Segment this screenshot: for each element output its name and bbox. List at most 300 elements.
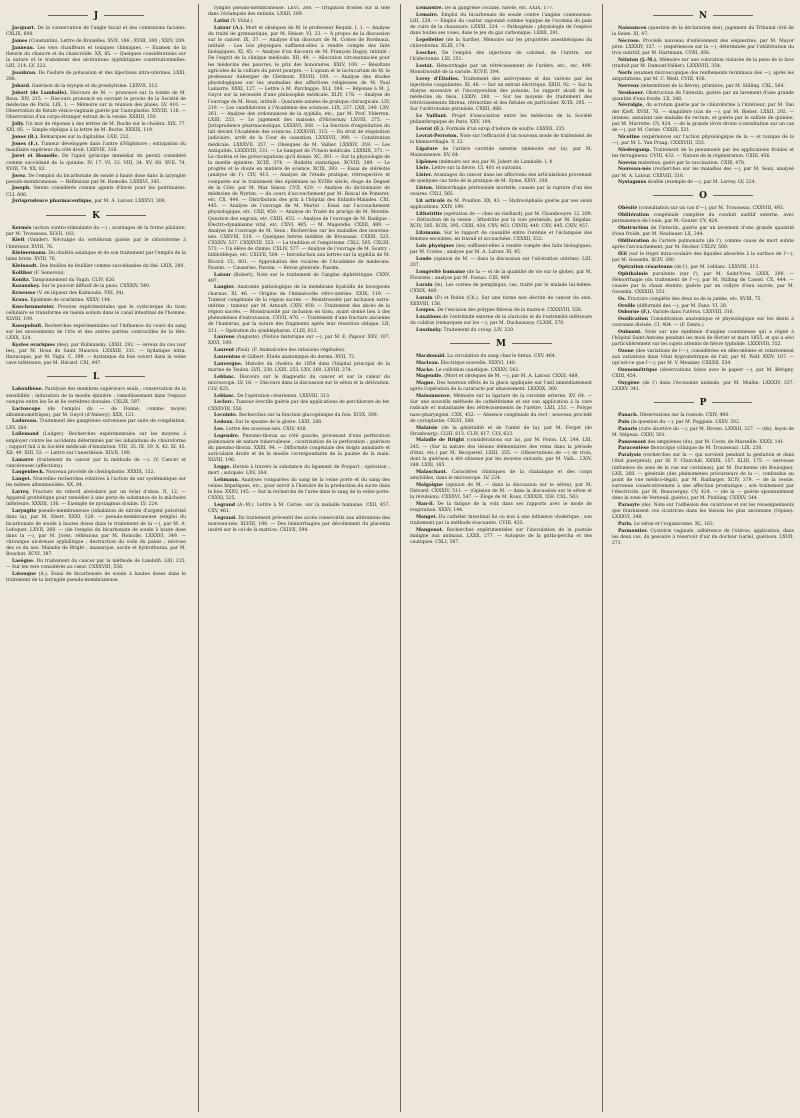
index-entry <box>208 400 390 412</box>
index-entry <box>612 420 794 426</box>
entry-headword: Kraus. <box>12 297 29 303</box>
index-entry <box>6 572 186 584</box>
index-entry <box>612 317 794 329</box>
column-divider <box>602 4 603 1112</box>
entry-headword: Nerfs <box>618 70 632 76</box>
entry-headword: Paracentèse <box>618 446 649 452</box>
index-entry <box>612 297 794 303</box>
entry-text: (observations faites avec le papier —), par M. Bérigny. CXIII, 454. <box>612 368 794 380</box>
entry-headword: Macdonald. <box>416 354 446 360</box>
index-entry <box>410 470 592 482</box>
entry-headword: Ligature <box>416 146 438 152</box>
entry-text: (Constantin). Lettre de Bruxelles. XVII, 186 ; XVIII, 300 ; XXIV, 209. <box>28 38 186 44</box>
entry-headword: Osborne (F.). <box>618 310 652 316</box>
entry-headword: Liste. <box>416 166 431 172</box>
entry-text: Formule d'un sirop d'iodure de soufre. LXXXII, 335. <box>446 127 566 133</box>
index-entry <box>612 206 794 212</box>
entry-headword: Langet. <box>12 477 32 483</box>
index-entry <box>410 528 592 546</box>
entry-text: Traitement des gangrènes survenues par suite de congélation. LXV, 264. <box>6 419 186 431</box>
entry-text: Projet d'association entre les médecins de la Société philanthropique de Paris. XXV, 104. <box>410 114 592 126</box>
index-entry <box>612 213 794 225</box>
entry-headword: Jeanbrau. <box>12 70 37 76</box>
entry-headword: Lemaistre. <box>416 6 444 11</box>
entry-text: maternus, guéri par la vaccination. CXIX, 478. <box>638 160 746 166</box>
column-divider <box>198 4 199 1112</box>
index-entry <box>410 173 592 185</box>
entry-headword: Kolliker <box>12 270 33 276</box>
index-entry <box>6 264 186 270</box>
entry-text: De l'opération césarienne. LXXVIII, 313. <box>237 393 331 399</box>
entry-headword: Kleinermann. <box>12 251 47 257</box>
section-letter-heading: P <box>612 397 794 410</box>
entry-headword: Maisonneuve. <box>416 394 452 400</box>
index-entry <box>410 38 592 50</box>
entry-headword: Latouque <box>12 571 36 577</box>
entry-headword: Lorain <box>416 295 433 301</box>
index-entry <box>6 477 186 489</box>
index-entry <box>6 84 186 90</box>
entry-headword: Oxygène <box>618 380 640 386</box>
entry-headword: Maclean. <box>416 360 440 366</box>
index-entry <box>410 515 592 527</box>
entry-text: Emploi du bicarbonate de soude contre l'angine couenneuse. LIII, 228. — Emploi du coaltar saponiné comme topique de l'eczéma du pain de cuirs de la chaussure. LXXXI, 324. — Pathogénie : physiologie de l'espèce dans toutes ses voies, dans le jeu du gaz carbonique. LXXII, 291. <box>410 12 592 37</box>
entry-text: (A.). Essai de bicarbonate de soude à hautes doses dans le traitement de la laryngite pseudo-membraneuse. <box>6 571 186 584</box>
index-entry <box>410 147 592 159</box>
entry-headword: Man-il. <box>416 501 435 507</box>
entry-text: Du traitement préventif des accès consécutifs aux altérations des nouveau-nés. XLVIII, 196. — Des hémorrhagies par décollement du placenta inséré sur le col de la matrice. CXLVII, 594. <box>208 515 390 534</box>
entry-text: De l'excision des polypes fibreux de la matrice. CXXXVIII, 556. <box>437 308 583 314</box>
index-entry <box>208 427 390 433</box>
entry-headword: Lescher. <box>416 50 438 56</box>
index-entry <box>6 343 186 368</box>
index-entry <box>612 265 794 271</box>
index-entry <box>6 387 186 405</box>
index-entry <box>6 174 186 186</box>
entry-headword: Lamarre <box>12 457 34 463</box>
entry-text: De l'emploi des injections de calomel, de l'urètre, sur l'iridectomie. LXI, 251. <box>410 50 592 63</box>
index-entry <box>208 413 390 419</box>
entry-text: (expériences sur l'action physiologique de la — et toxique de la —), par M. L. Van Praag. CXXXVIII, 553. <box>612 134 794 146</box>
index-entry <box>410 6 592 12</box>
index-entry <box>6 298 186 304</box>
entry-headword: Kozanskey. <box>12 284 41 290</box>
index-entry <box>410 212 592 230</box>
entry-text: Fracture du rebord alvéolaire par un éclat d'obus. II, 12. — Appareil prothétique pour remédier à une perte de substance de la mâchoire inférieure. XXXIII, 136. — Exemple de nystagmus double. LV, 224. <box>6 490 186 508</box>
entry-headword: Niedergamp. <box>618 147 651 153</box>
entry-text: purulente (sur l'), par M. Saint-Yves. LXXX, 290. — Hémorrhagie (du traitement de l'—), par M. Stilling de Cassel. CX, 444. — causée par la chaux éteinte, guérie par un collyre d'eau sucrée, par M. Gosselin. CXXXIII, 551. <box>612 271 794 296</box>
entry-headword: Parmentier. <box>618 528 648 534</box>
entry-text: Discours de M. — prononcé sur la tombe de M. Roux. XIV, 215. — Discours prononcé en ouvrant le procès de la Société de médecine de Paris. LIX, 1. — Mémoire sur la réunion des plaies. LV, 410. — Observation de fistule vésico-vaginale guérie par l'autoplastie. XXVIII, 116. — Observation d'un corps étranger extrait de la vessie. XXXIII, 150. <box>6 90 186 121</box>
index-entry <box>612 148 794 160</box>
index-column-3 <box>410 6 592 1110</box>
index-entry <box>612 161 794 167</box>
entry-headword: Paralysie <box>618 453 642 459</box>
entry-headword: Laurentus <box>214 354 241 360</box>
index-entry <box>410 160 592 166</box>
index-column-2 <box>208 6 390 1110</box>
entry-text: De la gangrène cocaïne, rareté, etc. XXIX, 177. <box>444 6 554 11</box>
entry-headword: Legrand. <box>214 515 237 521</box>
index-entry <box>410 257 592 269</box>
entry-headword: Neubauer. <box>618 90 645 96</box>
entry-headword: Lasègue. <box>12 559 35 565</box>
entry-text: de M. Pouillon. XX, 43. — Hydrocéphalie guérie par ses seuls applications. XXIV, 199. <box>410 199 592 211</box>
index-entry <box>612 522 794 528</box>
index-entry <box>208 394 390 400</box>
entry-headword: Legendre. <box>214 433 240 439</box>
entry-headword: Laurens <box>214 335 235 341</box>
section-letter-heading: J <box>6 10 186 23</box>
index-entry <box>410 426 592 438</box>
index-entry <box>6 490 186 508</box>
entry-text: (P.) et Robin (Ch.). Sur une forme non décrite de cancer du sein. XXXVIII, 156. <box>410 295 592 307</box>
index-entry <box>612 26 794 38</box>
entry-headword: Lestat. <box>416 63 434 69</box>
entry-text: pseudo-membraneuse (inhalation de nitrate d'argent pulvérisé dans la), par M. Ebert. XXXI, 128. — pseudo-membraneuse (emploi du bicarbonate de soude à hautes doses dans le traitement de la —), par M. A. Lefoquet. LXVII, 268. — (de l'emploi du bicarbonate de soude à haute dose dans la —), par M. Jorez, réflexions par M. Homolle. LXXXVI, 349. — chronique ulcéreuse syphilitique ; destruction du voile du palais ; nécrose des os du nez. Maladie de Bright ; anasarque, ascite et hydrothorax, par M. Bouchut. XCVI, 387. <box>6 509 186 558</box>
entry-text: (opération de — chez un vieillard), par M. Chambouyre. LI, 209. — Rétraction de la vessie ; lithotritie par la voie périnéale, par M. Ségalas. XCIV, 385. XCIX, 395. CXIII, 454. CXV, 463. CXVIII, 440. CXV, 445. CXIV, 457. <box>410 211 592 230</box>
index-entry <box>410 13 592 38</box>
entry-text: Sur le rapport de causalité entre l'urémie et l'éclampsie des femmes enceintes, en travail et accouchées. CXXXII, 532. <box>410 230 592 243</box>
entry-text: Hémorrhagie par un rétrécissement de l'urètre, etc., etc. 499. Monstruosité de la variole. XCVII, 394. <box>410 63 592 75</box>
entry-text: Sur le pouvoir diffusif de la peau. CXXXIV, 540. <box>41 284 151 290</box>
index-entry <box>208 348 390 354</box>
entry-text: Recherches sur la fonction glucogénique du foie. XCIX, 399. <box>238 413 379 419</box>
entry-headword: Oreille <box>618 303 636 309</box>
entry-headword: Malaisie <box>416 425 438 431</box>
index-entry <box>612 84 794 90</box>
entry-headword: Macke. <box>416 367 435 373</box>
column-divider <box>400 4 401 1112</box>
entry-headword: Legrand <box>214 503 236 509</box>
entry-text: Traitement de la pneumonie par les applications froides et les ferrugineux. CVIII, 432. — Nature de la régénération. CXIII, 456. <box>612 147 794 159</box>
entry-text: et Gilbert. Étude anatomique du derme. XVII, 72. <box>241 354 356 360</box>
entry-headword: Le Vaillant. <box>416 114 448 120</box>
entry-headword: Lipômes <box>416 159 438 165</box>
entry-text: du scrotum guérie par le chloroforme à l'intérieur, par M. Van der Kieft. XVIII, 76. — singulière (cas de —), par M. Bieber. LXXII, 292. — intense, annulant une maladie du rectum, et guérie par le sulfate de quinine, par M. Marrotte. CV, 424. — de la grande lèvre droite (consultation sur un cas de —), par M. Cerise. CXXIX, 521. <box>612 103 794 134</box>
entry-headword: Konitz. <box>12 277 31 283</box>
entry-text: Mémoire sur la ligature de la carotide externe. XV, 64. — Sur une nouvelle méthode de cathétérisme et sur son application à la cure radicale et instantanée des rétrécissements de l'urètre. LXII, 251. — Polype naso-pharyngien. CXII, 452. — Absence congéniale du rect ; nouveau procédé de cystoplastie. CXLVI, 588. <box>410 394 592 424</box>
entry-headword: Lallemand <box>12 432 39 438</box>
entry-text: de l'artère carotide externe (mémoire sur la), par M. Maisonneuve. XV, 64. <box>410 146 592 158</box>
entry-headword: Obstruction <box>618 226 649 232</box>
entry-text: Des feuilles de feuillier comme succédanées du thé. LXIX, 280. <box>39 264 185 270</box>
index-entry <box>6 135 186 141</box>
entry-text: (mémoire sur les) par M. Jobert de Lamballe. I, 4. <box>438 159 554 165</box>
entry-text: double (exemple de —), par M. Larrey. LV, 224. <box>647 180 756 186</box>
entry-text: De l'iodure de potassium et des injections intra-utérines. LXXI, 288. <box>6 70 186 83</box>
entry-headword: Kuespohult. <box>12 323 43 329</box>
index-entry <box>6 46 186 71</box>
index-entry <box>6 407 186 419</box>
index-entry <box>208 362 390 374</box>
entry-text: Remarques sur la digitaline. LXII, 232. <box>40 134 130 140</box>
entry-headword: Liston. <box>416 186 434 192</box>
entry-text: Analyses comparées du sang de la veine porte et du sang des veines hépatiques, etc., pour servir à l'histoire de la production du sucre dans le foie. XXXV, 145. — Sur la recherche de l'urée dans le sang de la veine porte. CXXXI, 525. <box>208 477 390 502</box>
entry-text: Traitement des anévrysmes et des varices par les injections coagulantes. XI, 48. — Sur un extrait électrique. XXIII, 92. — Sur la dialyse excessive et l'incorporation des poisons. Le rapport alcali de la médecine du tissu. LXXIV, 280. — Sur les moyens de traitement des rétrécissements fibreux, rétractiles et des fistules en particulier. XCIX, 395. — Sur l'urétrotomie périnéale. CXXII, 488. <box>410 76 592 113</box>
entry-headword: Ossification <box>618 317 648 323</box>
entry-text: La circulation du sang chez le fœtus. CXV, 464. <box>447 354 557 360</box>
index-entry <box>612 239 794 251</box>
entry-headword: Laboulbène. <box>12 387 44 393</box>
index-entry <box>208 6 390 18</box>
entry-headword: Jorez. <box>12 173 27 179</box>
entry-text: Hémorrhagie péritonéale mortelle, causée par la rupture d'un des ovaires. CXLI, 565. <box>410 186 592 198</box>
index-entry <box>612 135 794 147</box>
index-entry <box>410 127 592 133</box>
entry-text: De la fatigue de la voix dans ses rapports avec le mode de respiration. XXXV, 144. <box>410 501 592 513</box>
entry-text: (V. Vidal.) <box>230 18 253 24</box>
entry-headword: Manget. <box>416 514 438 520</box>
entry-text: (de la Sarthe). Mémoire sur les propriétés anesthésiques du chloroforme. XLIII, 174. <box>410 37 592 50</box>
entry-headword: Jones (E.). <box>12 141 40 147</box>
index-entry <box>612 381 794 393</box>
index-entry <box>410 244 592 256</box>
entry-headword: Legge. <box>214 464 231 470</box>
entry-headword: Jacquart. <box>12 26 36 31</box>
index-entry <box>612 272 794 297</box>
index-entry <box>612 427 794 439</box>
entry-headword: Mangenot. <box>416 527 444 533</box>
index-entry <box>612 103 794 134</box>
entry-headword: Langenbeck. <box>12 470 45 476</box>
entry-text: (Paul). (F. Animalcules des infusions végétales). <box>235 348 346 354</box>
index-entry <box>6 251 186 263</box>
entry-text: (de la généralité et de l'unité de la), par M. Forget (de Strasbourg). CLIII, 613. CLIV, 617. CLV, 623. <box>410 425 592 437</box>
entry-headword: Malgaigne <box>416 482 443 488</box>
entry-headword: Jobard. <box>12 83 31 89</box>
entry-text: Recherches expérimentales sur l'inoculation de la pustule maligne aux animaux. LXXX, 277. — Autopsie de la gutta-percha et des cautiques. CXLI, 567. <box>410 527 592 545</box>
entry-headword: Oblitération <box>618 213 650 219</box>
entry-headword: Noevus <box>618 160 637 166</box>
entry-text: (de la — et de la quantité de vie sur le globe), par M. Flourens ; analyse par M. Fossac. CIII, 409. <box>410 269 592 281</box>
index-entry <box>6 305 186 323</box>
entry-headword: Jolly. <box>12 121 25 127</box>
entry-text: Du choléra asiatique et de son traitement par l'emploi de la laine brute. XVIII, 76. <box>6 251 186 263</box>
index-entry <box>6 324 186 342</box>
index-entry <box>410 315 592 327</box>
entry-headword: James <box>12 38 28 44</box>
entry-text: Recherches expérimentales sur l'influence du cours du sang sur les mouvements de l'iris et des autres parties contractiles de la tête. LXXX, 324. <box>6 323 186 342</box>
index-entry <box>612 330 794 348</box>
entry-headword: Kuechenmeister. <box>12 304 55 310</box>
entry-headword: Londe <box>416 256 432 262</box>
entry-text: De l'emploi du bicarbonate de soude à haute dose dans la laryngite pseudo-membraneuse. — Réflexions par M. Homolle. LXXXVI, 345. <box>6 173 186 185</box>
entry-headword: Kleinsadt. <box>12 264 38 270</box>
entry-headword: Nystagmus <box>618 180 647 186</box>
entry-text: Lettre des nouveau-nés. CXIV, 458. <box>226 426 307 432</box>
index-entry <box>612 453 794 502</box>
entry-headword: Panach. <box>618 413 639 419</box>
entry-headword: Opération césarienne <box>618 264 673 270</box>
entry-text: (intermittent de la fièvre), primitive, par M. Stilling. CXL, 564. <box>640 83 785 89</box>
index-entry <box>612 226 794 238</box>
entry-headword: Luxations <box>416 315 441 321</box>
entry-text: (A.-M.). Lettre à M. Cerise, sur la maladie humaine. CXII, 457. CXV, 461. <box>208 503 390 515</box>
entry-headword: Nélaton (J.-M.). <box>618 57 658 63</box>
entry-text: Les vers chauffeurs et toxiques chimiques. — Examen de la théorie du chancre et du chancroïde. XX, 85. — Quelques considérations sur la nature et le traitement des ulcérations syphilitiques constitutionnelles. LIII, 214. LV, 223. <box>6 45 186 70</box>
entry-text: Du traitement du cancer par la méthode de Landolfi. LIII, 215. — Sur les vers considérés au cœur. CXXXVIII, 556. <box>6 559 186 571</box>
entry-text: (des variations de l'—), considérées en elles-mêmes et relativement aux variations dans l'état hygrométrique de l'air, par M. Wolf. XXIV, 107. — (qu'est-ce que l'—), par M. V. Meunier. CXXXII, 534. <box>612 349 794 367</box>
entry-headword: Ladureau. <box>12 419 38 425</box>
index-entry <box>6 199 186 205</box>
entry-text: (examen microscopique des renflements terminaux des —), après les amputations, par M. C. Wedl. CVIII, 436. <box>612 70 794 83</box>
index-entry <box>208 503 390 515</box>
entry-text: par M. A. Latour. LXXXVI, 308. <box>94 199 167 205</box>
entry-text: Traitement du croup. LIV, 220. <box>443 328 515 334</box>
index-entry <box>208 19 390 25</box>
entry-text: Tumeur développée dans l'antre d'Highmore ; extirpation du maxillaire supérieur du côté droit. LXXVIII, 316. <box>6 141 186 153</box>
index-entry <box>208 285 390 334</box>
index-entry <box>410 51 592 63</box>
entry-headword: Ophthalmie <box>618 271 648 277</box>
index-entry <box>612 91 794 103</box>
index-entry <box>6 186 186 198</box>
entry-text: Nouvelles recherches relatives à l'action de sur systématique sur les mêmes albumenoïdes. XX, 84. <box>6 477 186 489</box>
entry-text: (le). Les cornes de pemphigus, cas, traité par le malade lui-même. CXXIX, 480. <box>410 282 592 294</box>
entry-text: Nouveau procédé de cheiloplastie. XXXIX, 152. <box>45 470 155 476</box>
entry-headword: Magne. <box>416 381 435 387</box>
entry-headword: Obésité <box>618 206 638 212</box>
index-entry <box>410 394 592 425</box>
index-entry <box>6 291 186 297</box>
entry-headword: Laugier. <box>214 285 235 291</box>
index-entry <box>612 503 794 521</box>
index-entry <box>612 58 794 70</box>
index-entry <box>410 64 592 76</box>
entry-text: (Robert). Note sur le traitement de l'angine diphtéritique. CXXV, 497. <box>208 272 390 284</box>
index-entry <box>612 252 794 264</box>
index-entry <box>208 465 390 477</box>
index-entry <box>612 304 794 310</box>
index-entry <box>6 432 186 457</box>
entry-headword: Latour (A.). <box>214 25 244 31</box>
entry-headword: Leroy d'Étiolles. <box>416 76 460 82</box>
entry-headword: Nouveau-nés <box>618 167 651 173</box>
entry-headword: Lemaire. <box>416 12 439 18</box>
entry-text: Cystotrie vaginale, adhérence de l'utérus, application, dans les deux cas, du pessaire à réservoir d'air du docteur Gariel, guérison. LXVII, 271. <box>612 528 794 547</box>
entry-text: Du cathéter intestinal lui ou non à une influence cholérique ; son traitement par la méthode évacuante. CVIII, 433. <box>410 514 592 526</box>
entry-text: Tumeur érectile guérie par des applications de perchlorure de fer. CXXXVIII, 556. <box>208 400 390 412</box>
index-entry <box>410 166 592 172</box>
entry-text: (opinion de M. — dans la discussion sur le séton), par M. Dièvard. CXXXIV, 511. — (Opinion de M. — dans la discussion sur le séton et la révulsion). CXXXVI, 547. — Éloge de M. Roux. CXXXIX, 559. CXL, 563. <box>410 482 592 500</box>
entry-text: Mort et obsèques de M. le professeur Requin. I, 1. — Analyse du traité de gymnastique, par M. Heiser. VI, 23. — À propos de la discussion sur le cancer. IX, 37. — Analyse d'un discours de M. Costes de Bordeaux, intitulé : Les lois physiques suffisent-elles à rendre compte des faits biologiques. XI, 45. — Analyse d'un discours de M. François Daguy, intitulé : De l'esprit de la clinique médicale. XII, 49. — Allocution circonstanciée pour les médecins des pauvres, le prix des honoraires. XXIV, 100. — Résultats agricoles de la culture du pavot pourpre. — L'opium et le lactucarium de M. le professeur Aubergier de Clermont. XXVIII, 109. — Analyse des études physiologiques sur les anomalies des affections religieuses de M. Paul Lamarre. XXXI, 127. — Lettre à M. Parchappe. XLI, 168. — Réponse à M. J. Guyot sur la nécessité d'une philosophie médicale. XLIV, 178. — Analyse de l'ouvrage de M. Roux, intitulé : Quarante années de pratique chirurgicale. LIV, 219. — Les candidatures à l'Académie des sciences. LIX, 237. LXII, 249. LXV, 261. — Analyse des ordonnances de la syphilis, etc., par M. Prof. Viderren. LXIII, 253. — Le jugement des maisons d'Hiviernay. LXVIII, 275. — Jurisprudence pharmaceutique. LXXXVI, 308. — La fonction d'exploitation du lait devant l'Académie des sciences. LXXXVIII, 315. — Du droit de réquisition judiciaire, arrêt de la Cour de cassation. LXXXVII, 399. — Constitution médicale. LXXXVII, 357. — Obsèques de M. Vallier. LXXXIV, 359. — Les Antiquités. LXXXVIII, 331. — Le banquet de l'Union médicale. LXXXIX, 371. — Le choléra et les préoccupations qu'il donne. XC, 361. — Sur la physiologie de la moelle épinière. XCIII, 374. — Bulletin statistique. XCVIII, 389. — Le progrès et le doute en matière de science. XCIX, 393. — Essai de stéréotie (analyse de l'). CIV, 413. — Analyse de l'étude pratique, rétrospective et comparée sur le traitement des épidémies au XVIIIe siècle, éloge de Degnet de la Côte, par M. Max Simon. CVII, 429. — Analyse du dictionnaire de médecine de Nysten. — du cours d'accouchement par M. Roscal de Pomeret, etc. CX, 444. — Distribution des prix à l'hôpital des Enfants-Malades. CXI, 445. — Analyse de l'ouvrage de M. Martel : Essai sur l'accouchement physiologique, etc. CXII, 450. — Analyse du Traité du prurigo de M. Morelle. Question des engrais, etc. CXIII, 453. — Analyse de l'ouvrage de M. Badigue : Electro-dynamisme vital, etc. CXVI, 465. — M. Magendie. CXXII, 489. — Analyse de l'ouvrage de M. Seux : Recherches sur les maladies des nouveau-nés. CXXVIII, 510. — Quelques lettres inédites de Broussais. CXXXI, 525. CXXXIV, 537. CXXXVIII, 553. — La tradition et l'empirisme. CXLI, 565. CXLIII, 573. — Un élève de chimie. CXLIV, 577. — Analyse de l'ouvrage de M. Soutry : bibliothèque, etc. CXLVII, 584. — Introduction aux lettres sur la syphilis de M. Ricord. CL, 601. — Approbation des vicaires de l'Académie de médecine. Passim. — Causeries. Passim. — Revue générale. Passim. <box>208 25 390 271</box>
index-entry <box>6 142 186 154</box>
index-entry <box>612 529 794 547</box>
entry-headword: Nicotine <box>618 134 640 140</box>
index-entry <box>6 91 186 122</box>
index-entry <box>410 483 592 501</box>
entry-text: Lettre sur la fièvre. CI, 401 et suivants. <box>431 166 523 172</box>
entry-headword: Lauvergne. <box>214 361 243 367</box>
entry-headword: Oulmont. <box>618 329 642 335</box>
entry-text: Pneumo-thorax au côté gauche, provenant d'une perforation pulmonaire de nature tuberculeuse ; cicatrisation de la perforation ; guérison du pneumo-thorax. XXIII, 94. — Difformité congéniale des doigts annulaire et auriculaire droits et de la moelle correspondante de la paume de la main. XLVIII, 196. <box>208 433 390 464</box>
entry-headword: Os. <box>618 296 627 302</box>
entry-headword: Lithotritie <box>416 211 443 217</box>
entry-text: Obstruction de l'intestin, guérie par un lavement d'une grande quantité d'eau froide. LX, 248. <box>612 90 794 102</box>
entry-text: (consultation sur un cas d'—), par M. Trousseau. CXXVIII, 493. <box>638 206 785 212</box>
entry-headword: Lactoscope <box>12 406 41 412</box>
index-entry <box>6 26 186 38</box>
entry-text: (recherches sur la — qui survient pendant la gestation et dans l'état puerpéral), par M. F. Churchill. XXXIX, 157. XLIII, 175. — nerveuse (influence du sens de la vue sur certaines), par M. Duchenne (de Boulogne). LXII, 268. — générale (des phénomènes précurseurs de la —, confondus au point de vue médico-légal), par M. Baillarger. XCIV, 379. — de la vessie, survenue consécutivement à une affection prostatique ; son traitement par l'électricité, par M. Beauvergey. CV, 424. — (de la — guérie spontanément dans la zone de Verneuil, guérie), par M. Pinbling. CXXXV, 544. <box>612 453 794 502</box>
index-entry <box>612 167 794 179</box>
index-entry <box>612 413 794 419</box>
entry-headword: Pansement <box>618 439 647 445</box>
index-entry <box>410 77 592 114</box>
entry-text: (Auguste). (Notice historique sur —), par M. E. Papoor. XXV, 107. XXVI, 109. <box>208 335 390 347</box>
entry-headword: Kystes ovariques <box>12 342 55 348</box>
entry-text: Observations sur la roséole. CXIV, 460. <box>639 413 730 419</box>
index-entry <box>6 238 186 250</box>
entry-headword: Maladie de Bright <box>416 438 465 444</box>
entry-headword: Kermès <box>12 225 32 231</box>
entry-headword: Lister. <box>416 173 433 179</box>
index-entry <box>410 296 592 308</box>
index-entry <box>208 516 390 534</box>
entry-text: (de l') dans l'économie animale, par M. Mialhe. LXXXIV, 337. LXXXV, 341. <box>612 380 794 393</box>
index-entry <box>410 368 592 374</box>
index-entry <box>6 458 186 470</box>
index-entry <box>208 434 390 465</box>
index-entry <box>6 271 186 277</box>
index-entry <box>6 559 186 571</box>
entry-text: (F. Seneroni). <box>33 270 66 276</box>
entry-headword: Laryngite <box>12 509 37 515</box>
section-letter-heading: L <box>6 371 186 384</box>
entry-headword: Magendie. <box>416 374 443 380</box>
entry-text: (recherches sur les maladies des —), par M. Seux, analysé par M. A. Latour. CXXVIII, 516. <box>612 167 794 179</box>
entry-headword: Lit articulé <box>416 199 445 204</box>
entry-headword: Joret et Homolle. <box>12 154 59 160</box>
entry-headword: Lepelletier <box>416 37 444 43</box>
section-letter-heading: N <box>612 10 794 23</box>
entry-text: (sur le trajet intra-oculaire des liquides absorbés à la surface de l'—), par M. Gosselin. XCIV, 380. <box>612 251 794 264</box>
index-entry <box>612 39 794 57</box>
entry-headword: Oblitération <box>618 239 650 244</box>
entry-headword: Leblanc. <box>214 393 236 399</box>
index-entry <box>410 381 592 393</box>
entry-headword: Lois physiques <box>416 243 454 249</box>
entry-text: (Ludger). Recherches expérimentales sur les moyens à employer contre les accidents déterminés par les inhalations de chloroforme ; rapport fait à la Société médicale d'émulation. VIII, 35. IX, 39. X, 42. XI, 45. XII, 49. XIII, 53. — Lettre sur l'anesthésie. XLVII, 190. <box>6 432 186 456</box>
entry-headword: Malaschaut. <box>416 469 448 475</box>
entry-headword: Nerveux <box>618 83 639 89</box>
entry-text: (question de la déclaration des), jugement du Tribunal civil de la Seine. XI, 47. <box>612 26 794 38</box>
index-entry <box>6 39 186 45</box>
entry-text: Des heureux effets de la glace appliquée sur l'œil immédiatement après l'opération de la cataracte par abaissement. LXXXIX, 360. <box>410 381 592 393</box>
entry-text: Guérison de la myopie et du presbytisme. LXXVII, 312. <box>31 83 159 89</box>
index-entry <box>410 186 592 198</box>
entry-text: De l'apiol (principe immédiat du persil) considéré comme succédané de la quinine. IV, 17. VI, 33. VIII, 34. XV, 68. XVII, 74. XVIII, 74. XX, 82. <box>6 154 186 172</box>
index-column-4 <box>612 6 794 1110</box>
entry-headword: Latini <box>214 18 230 24</box>
index-entry <box>410 283 592 295</box>
index-entry <box>410 134 592 146</box>
index-entry <box>208 26 390 272</box>
entry-headword: Latour <box>214 272 231 278</box>
entry-text: (difformité des —), par M. Fano. VI, 28. <box>636 303 728 309</box>
entry-headword: Laurent <box>214 348 235 354</box>
entry-text: Le séton et l'organicisme. XL, 162. <box>633 522 715 528</box>
entry-text: (action contro-stimulante du —) ; avantages de la forme pilulaire, par M. Trousseau. XLVII, 183. <box>6 225 186 237</box>
entry-headword: Panaris <box>618 426 638 432</box>
entry-text: Considération anatomique et physiologique sur les dents à couronne divisée. CI, 404. — (F. Dents.) <box>612 317 794 329</box>
entry-headword: Ledoux. <box>214 420 234 426</box>
section-letter-heading: M <box>410 338 592 351</box>
entry-text: congéniale complète du conduit auditif externe, avec permanence de l'ouïe, par M. Gouter. CV, 424. <box>612 213 794 225</box>
index-entry <box>6 470 186 476</box>
entry-headword: Jobert (de Lamballe). <box>12 90 68 96</box>
entry-text: Note sur l'efficacité d'un nouveau mode de traitement de la blennorrhagie. V, 22. <box>410 133 592 146</box>
